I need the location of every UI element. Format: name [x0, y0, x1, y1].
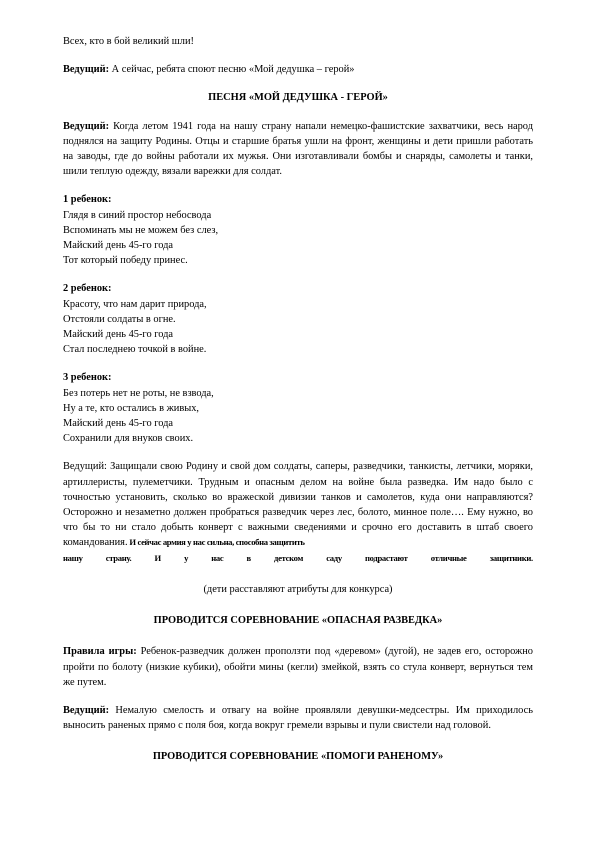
child-2-label: 2 ребенок: [63, 283, 112, 295]
verse-line: Без потерь нет не роты, не взвода, [63, 387, 214, 399]
last-line-word: И [154, 552, 161, 563]
host-paragraph-2 [63, 459, 533, 550]
host-label: Ведущий: [63, 120, 110, 132]
stage-remark: (дети расставляют атрибуты для конкурса) [203, 583, 393, 595]
verse-line: Майский день 45-го года [63, 329, 174, 341]
game-rules [63, 644, 533, 690]
rules-label: Правила игры: [63, 646, 137, 658]
verse-line: Ну а те, кто остались в живых, [63, 402, 200, 414]
child-1-label: 1 ребенок: [63, 194, 112, 206]
host-paragraph-2-text: Ведущий: Защищали свою Родину и свой дом солдаты, саперы, разведчики, танкисты, летчики, моряки, артиллеристы, пулеметчики. Трудным и опасным делом на войне была разведка. Им надо было с точностью установить, сколько во вражеской дивизии танков и самолетов, куда они направляются? Осторожно и незаметно должен пробраться разведчик через лес, болото, минное поле…. Ему нужно, во что бы то ни стало добыть конверт с важными сведениями и срочно его доставить в штаб своего командования. [63, 461, 533, 549]
host-paragraph-3-text: Немалую смелость и отвагу на войне проявляли девушки-медсестры. Им приходилось выносить раненых прямо с поля боя, когда вокруг гремели взрывы и пули свистели над головой. [63, 704, 533, 732]
last-line-word: отличные [430, 552, 467, 563]
host-paragraph-1-text: Когда летом 1941 года на нашу страну напали немецко-фашистские захватчики, весь народ поднялся на защиту Родины. Отцы и старшие братья ушли на фронт, женщины и дети пришли работать на заводы, где до войны работали их мужья. Они изготавливали бомбы и снаряды, самолеты и танки, шили теплую одежду, вязали варежки для солдат. [63, 120, 533, 178]
child-3-label: 3 ребенок: [63, 372, 112, 384]
verse-line: Майский день 45-го года [63, 418, 174, 430]
last-line-word: подрастают [365, 552, 408, 563]
verse-line: Отстояли солдаты в огне. [63, 313, 176, 325]
contest-1-heading: ПРОВОДИТСЯ СОРЕВНОВАНИЕ «ОПАСНАЯ РАЗВЕДКА» [153, 615, 443, 627]
child-1-verse [63, 192, 533, 268]
document-body [63, 34, 533, 765]
verse-line: Тот который победу принес. [63, 255, 188, 267]
last-line-word: страну. [105, 552, 132, 563]
host-paragraph-3 [63, 703, 533, 733]
verse-line: Стал последнею точкой в войне. [63, 344, 207, 356]
host-announcement [63, 62, 533, 77]
contest-2-heading: ПРОВОДИТСЯ СОРЕВНОВАНИЕ «ПОМОГИ РАНЕНОМУ» [152, 751, 444, 763]
child-2-verse [63, 281, 533, 357]
last-line-word: у [184, 552, 189, 563]
child-3-verse [63, 370, 533, 446]
poem-line-intro: Всех, кто в бой великий шли! [63, 36, 194, 47]
last-line-word: саду [326, 552, 342, 563]
host-label: Ведущий: [63, 704, 110, 716]
verse-line: Майский день 45-го года [63, 240, 174, 252]
verse-line: Сохранили для внуков своих. [63, 433, 194, 445]
last-line-word: детском [274, 552, 304, 563]
host-paragraph-2-bold: И сейчас армия у нас сильна, способна защитить [127, 537, 305, 548]
verse-line: Вспоминать мы не можем без слез, [63, 224, 219, 236]
host-paragraph-1 [63, 119, 533, 180]
verse-line: Глядя в синий простор небосвода [63, 209, 212, 221]
verse-line: Красоту, что нам дарит природа, [63, 298, 207, 310]
host-announcement-text: А сейчас, ребята споют песню «Мой дедушка – герой» [109, 64, 355, 76]
rules-text: Ребенок-разведчик должен проползти под «деревом» (дугой), не задев его, осторожно пройти по болоту (низкие кубики), обойти мины (кегли) змейкой, взять со стула конверт, вернуться тем же путем. [63, 646, 533, 688]
last-line-word: нас [211, 552, 224, 563]
host-paragraph-2-last-line [63, 551, 533, 566]
last-line-word: нашу [63, 552, 83, 563]
song-heading: ПЕСНЯ «МОЙ ДЕДУШКА - ГЕРОЙ» [208, 92, 388, 104]
last-line-word: в [246, 552, 251, 563]
host-label: Ведущий: [63, 64, 110, 76]
last-line-word: защитники. [489, 552, 533, 563]
